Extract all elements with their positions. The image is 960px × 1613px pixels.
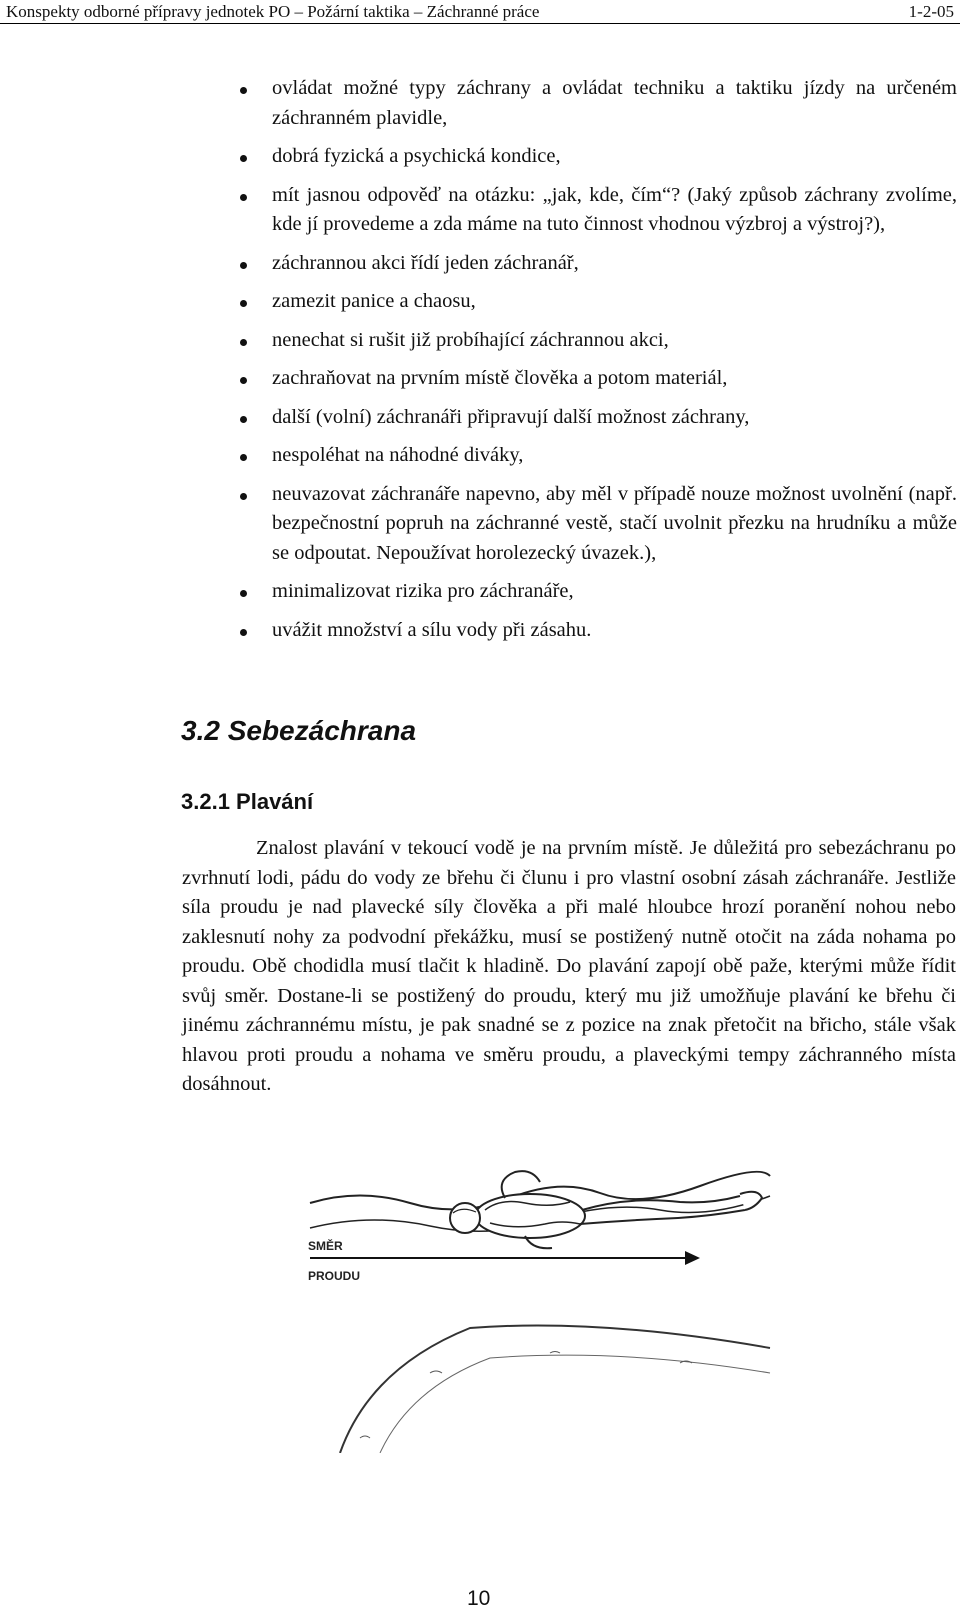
figure-label-current: PROUDU (308, 1269, 361, 1283)
bullet-icon (240, 87, 247, 94)
header-divider (0, 23, 960, 24)
bullet-icon (240, 629, 247, 636)
header-title: Konspekty odborné přípravy jednotek PO – Požární taktika – Záchranné práce (6, 2, 540, 21)
list-item: zachraňovat na prvním místě člověka a potom materiál, (232, 364, 957, 394)
bullet-icon (240, 300, 247, 307)
bullet-icon (240, 493, 247, 500)
swimmer-drawing (300, 1158, 780, 1453)
subsection-heading: 3.2.1 Plavání (181, 789, 314, 814)
list-item: další (volní) záchranáři připravují další možnost záchrany, (232, 403, 957, 433)
header-document-code: 1-2-05 (908, 2, 954, 21)
bullet-icon (240, 416, 247, 423)
body-paragraph: Znalost plavání v tekoucí vodě je na prvním místě. Je důležitá pro sebezáchranu po zvrhnutí lodi, pádu do vody ze břehu či člunu i pro vlastní osobní zásah záchranáře. Jestliže síla proudu je nad plavecké síly člověka a při malé hloubce hrozí poranění nohou nebo zaklesnutí nohy za podvodní překážku, musí se postižený nutně otočit na záda nohama po proudu. Obě chodidla musí tlačit k hladině. Do plavání zapojí obě paže, kterými může řídit svůj směr. Dostane-li se postižený do proudu, který mu již umožňuje plavání ke břehu či jinému záchrannému místu, je pak snadné se z pozice na znak přetočit na břicho, stále však hlavou proti proudu a nohama ve směru proudu, a plaveckými tempy záchranného místa dosáhnout. (182, 837, 956, 1095)
bullet-icon (240, 262, 247, 269)
bullet-list (232, 74, 957, 654)
section-heading: 3.2 Sebezáchrana (181, 715, 417, 746)
list-item: záchrannou akci řídí jeden záchranář, (232, 249, 957, 279)
figure-label-direction: SMĚR (308, 1239, 343, 1253)
list-item: mít jasnou odpověď na otázku: „jak, kde, čím“? (Jaký způsob záchrany zvolíme, kde jí provedeme a zda máme na tuto činnost vhodnou výzbroj a výstroj?), (232, 181, 957, 240)
bullet-icon (240, 339, 247, 346)
bullet-icon (240, 194, 247, 201)
list-item: dobrá fyzická a psychická kondice, (232, 142, 957, 172)
bullet-icon (240, 590, 247, 597)
list-item: ovládat možné typy záchrany a ovládat techniku a taktiku jízdy na určeném záchranném plavidle, (232, 74, 957, 133)
list-item: nenechat si rušit již probíhající záchrannou akci, (232, 326, 957, 356)
bullet-icon (240, 454, 247, 461)
bullet-icon (240, 377, 247, 384)
list-item: uvážit množství a sílu vody při zásahu. (232, 616, 957, 646)
page-header (0, 0, 960, 24)
list-item: neuvazovat záchranáře napevno, aby měl v případě nouze možnost uvolnění (např. bezpečnostní popruh na záchranné vestě, stačí uvolnit přezku na hrudníku a může se odpoutat. Nepoužívat horolezecký úvazek.), (232, 480, 957, 569)
list-item: nespoléhat na náhodné diváky, (232, 441, 957, 471)
page-number: 10 (467, 1587, 491, 1610)
list-item: minimalizovat rizika pro záchranáře, (232, 577, 957, 607)
swimmer-illustration (300, 1158, 780, 1453)
bullet-icon (240, 155, 247, 162)
list-item: zamezit panice a chaosu, (232, 287, 957, 317)
